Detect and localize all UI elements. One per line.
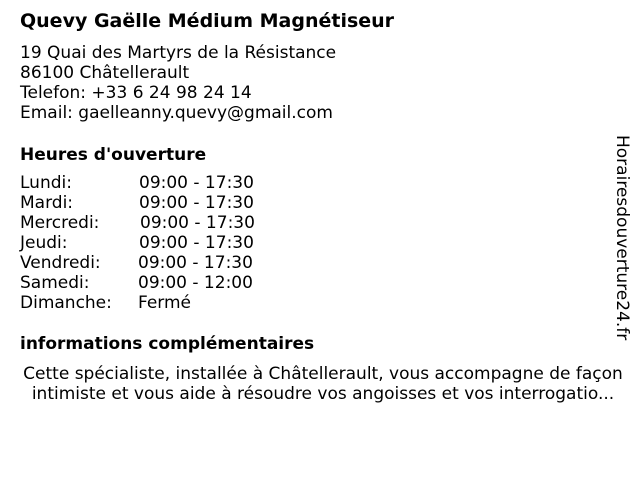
- day-label: Lundi:: [20, 173, 72, 193]
- address-city: 86100 Châtellerault: [20, 63, 190, 83]
- info-heading: informations complémentaires: [20, 334, 315, 354]
- business-name: Quevy Gaëlle Médium Magnétiseur: [20, 10, 395, 32]
- email-text: Email: gaelleanny.quevy@gmail.com: [20, 103, 333, 123]
- time-value: 09:00 - 17:30: [139, 193, 254, 213]
- site-watermark: Horairesdouverture24.fr: [612, 135, 632, 341]
- description-line: intimiste et vous aide à résoudre vos angoisses et vos interrogatio...: [31, 384, 615, 404]
- time-value: Fermé: [138, 293, 192, 313]
- time-value: 09:00 - 17:30: [139, 173, 254, 193]
- day-label: Mardi:: [20, 193, 74, 213]
- time-value: 09:00 - 17:30: [140, 213, 255, 233]
- hours-heading: Heures d'ouverture: [20, 145, 207, 165]
- time-value: 09:00 - 12:00: [138, 273, 253, 293]
- time-value: 09:00 - 17:30: [138, 253, 253, 273]
- description-line: Cette spécialiste, installée à Châtellerault, vous accompagne de façon: [23, 364, 623, 384]
- day-label: Dimanche:: [20, 293, 112, 313]
- day-label: Samedi:: [20, 273, 90, 293]
- contact-block: [20, 43, 336, 123]
- time-value: 09:00 - 17:30: [139, 233, 254, 253]
- address-street: 19 Quai des Martyrs de la Résistance: [20, 43, 337, 63]
- day-label: Jeudi:: [20, 233, 68, 253]
- day-label: Vendredi:: [20, 253, 101, 273]
- day-label: Mercredi:: [20, 213, 100, 233]
- description: [20, 364, 630, 404]
- phone-text: Telefon: +33 6 24 98 24 14: [20, 83, 252, 103]
